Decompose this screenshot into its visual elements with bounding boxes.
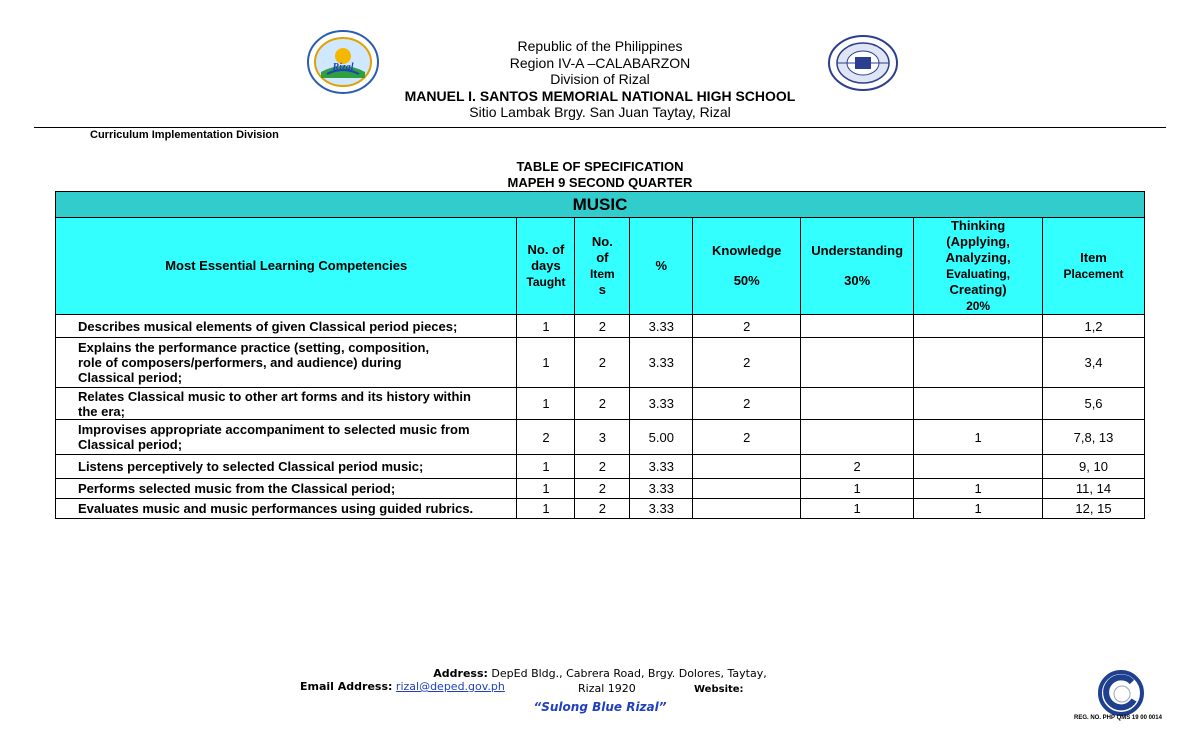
division-unit-label: Curriculum Implementation Division: [90, 129, 279, 141]
col-header-thinking: [914, 218, 1043, 315]
col-header-item-placement: [1043, 218, 1145, 315]
days-cell: 1: [517, 455, 575, 479]
percent-cell: 3.33: [630, 499, 693, 519]
email-link[interactable]: rizal@deped.gov.ph: [395, 680, 505, 693]
competency-cell: [56, 315, 517, 338]
competency-text: role of composers/performers, and audience) during: [78, 355, 402, 370]
items-cell: 2: [575, 338, 630, 388]
table-row: [56, 315, 1145, 338]
division-line: Division of Rizal: [550, 71, 650, 87]
percent-cell: 5.00: [630, 420, 693, 455]
school-address: Sitio Lambak Brgy. San Juan Taytay, Rizal: [469, 104, 731, 120]
title-line-2: MAPEH 9 SECOND QUARTER: [507, 175, 693, 190]
knowledge-header-label: Knowledge: [712, 243, 782, 258]
competency-text: Performs selected music from the Classical period;: [78, 481, 396, 496]
letterhead: [0, 38, 1200, 121]
thinking-cell: [914, 455, 1043, 479]
items-cell: 2: [575, 479, 630, 499]
understanding-header-label: Understanding: [811, 243, 904, 258]
competency-cell: [56, 455, 517, 479]
col-header-competencies: Most Essential Learning Competencies: [56, 218, 517, 315]
knowledge-header-percent: 50%: [733, 273, 760, 288]
days-cell: 2: [517, 420, 575, 455]
iso-registration-number: REG. NO. PHP QMS 19 00 0014: [1074, 715, 1162, 721]
items-header-line1: No.: [591, 234, 613, 249]
section-header-music: MUSIC: [56, 192, 1145, 218]
address-text: DepEd Bldg., Cabrera Road, Brgy. Dolores, Taytay,: [491, 667, 767, 680]
thinking-cell: 1: [914, 420, 1043, 455]
competency-text: Describes musical elements of given Classical period pieces;: [78, 318, 458, 334]
placement-header-line1: Item: [1080, 250, 1107, 265]
footer-email: [300, 680, 545, 693]
items-cell: 2: [575, 455, 630, 479]
competency-text: Evaluates music and music performances using guided rubrics.: [78, 501, 474, 516]
col-header-days: [517, 218, 575, 315]
placement-cell: 9, 10: [1043, 455, 1145, 479]
days-cell: 1: [517, 338, 575, 388]
percent-cell: 3.33: [630, 455, 693, 479]
competency-text: Improvises appropriate accompaniment to selected music from: [78, 422, 470, 437]
col-header-knowledge: [693, 218, 801, 315]
table-row: [56, 499, 1145, 519]
thinking-header-line5: Creating): [949, 282, 1007, 297]
items-header-line3: Item: [590, 267, 615, 281]
competency-cell: [56, 388, 517, 420]
thinking-cell: [914, 315, 1043, 338]
competency-text: Explains the performance practice (setting, composition,: [78, 340, 430, 355]
competency-text: the era;: [78, 403, 125, 419]
table-row: [56, 338, 1145, 388]
days-header-line1: No. of: [527, 242, 565, 257]
specification-table: [55, 191, 1145, 519]
knowledge-cell: 2: [693, 388, 801, 420]
percent-cell: 3.33: [630, 315, 693, 338]
items-header-line2: of: [596, 250, 609, 265]
items-cell: 2: [575, 388, 630, 420]
understanding-cell: [801, 388, 914, 420]
region-line: Region IV-A –CALABARZON: [509, 54, 691, 71]
days-cell: 1: [517, 315, 575, 338]
col-header-understanding: [801, 218, 914, 315]
table-row: [56, 388, 1145, 420]
thinking-header-percent: 20%: [966, 299, 991, 313]
days-header-line2: days: [531, 258, 561, 273]
understanding-cell: [801, 338, 914, 388]
percent-cell: 3.33: [630, 479, 693, 499]
days-cell: 1: [517, 499, 575, 519]
competency-text: Classical period;: [78, 370, 183, 385]
knowledge-cell: [693, 499, 801, 519]
title-line-1: TABLE OF SPECIFICATION: [516, 159, 684, 174]
understanding-cell: [801, 420, 914, 455]
thinking-cell: 1: [914, 499, 1043, 519]
understanding-header-percent: 30%: [844, 273, 871, 288]
days-header-line3: Taught: [526, 275, 566, 289]
days-cell: 1: [517, 479, 575, 499]
items-header-line4: s: [598, 282, 606, 297]
knowledge-cell: 2: [693, 338, 801, 388]
table-row: [56, 455, 1145, 479]
competency-text: Listens perceptively to selected Classical period music;: [78, 459, 424, 474]
placement-cell: 11, 14: [1043, 479, 1145, 499]
iso-certification-logo: [1098, 670, 1144, 716]
col-header-items: [575, 218, 630, 315]
knowledge-cell: 2: [693, 420, 801, 455]
col-header-percent: %: [630, 218, 693, 315]
placement-cell: 12, 15: [1043, 499, 1145, 519]
address-label: Address:: [433, 667, 488, 680]
email-label: Email Address:: [300, 680, 393, 693]
document-title: [0, 159, 1200, 191]
svg-text:Rizal: Rizal: [332, 62, 354, 73]
table-row: [56, 420, 1145, 455]
percent-cell: 3.33: [630, 388, 693, 420]
placement-cell: 7,8, 13: [1043, 420, 1145, 455]
footer-address: [0, 667, 1200, 680]
understanding-cell: 2: [801, 455, 914, 479]
competency-cell: [56, 479, 517, 499]
competency-text: Classical period;: [78, 437, 183, 452]
website-label: Website:: [694, 684, 744, 695]
thinking-cell: [914, 388, 1043, 420]
school-name: MANUEL I. SANTOS MEMORIAL NATIONAL HIGH SCHOOL: [404, 87, 796, 104]
placement-cell: 1,2: [1043, 315, 1145, 338]
thinking-cell: 1: [914, 479, 1043, 499]
placement-header-line2: Placement: [1063, 267, 1124, 281]
items-cell: 2: [575, 499, 630, 519]
competency-text: Relates Classical music to other art forms and its history within: [78, 388, 471, 404]
republic-line: Republic of the Philippines: [517, 38, 683, 54]
competency-cell: [56, 338, 517, 388]
thinking-header-line1: Thinking: [950, 218, 1006, 233]
understanding-cell: [801, 315, 914, 338]
understanding-cell: 1: [801, 479, 914, 499]
footer-city: Rizal 1920: [578, 682, 636, 695]
slogan: “Sulong Blue Rizal”: [533, 700, 667, 714]
table-row: [56, 479, 1145, 499]
placement-cell: 5,6: [1043, 388, 1145, 420]
items-cell: 3: [575, 420, 630, 455]
thinking-header-line2: (Applying,: [946, 234, 1010, 249]
header-divider: [34, 127, 1166, 128]
understanding-cell: 1: [801, 499, 914, 519]
days-cell: 1: [517, 388, 575, 420]
knowledge-cell: 2: [693, 315, 801, 338]
items-cell: 2: [575, 315, 630, 338]
thinking-header-line3: Analyzing,: [945, 250, 1011, 265]
knowledge-cell: [693, 455, 801, 479]
placement-cell: 3,4: [1043, 338, 1145, 388]
competency-cell: [56, 420, 517, 455]
competency-cell: [56, 499, 517, 519]
thinking-cell: [914, 338, 1043, 388]
percent-cell: 3.33: [630, 338, 693, 388]
thinking-header-line4: Evaluating,: [946, 267, 1011, 281]
knowledge-cell: [693, 479, 801, 499]
